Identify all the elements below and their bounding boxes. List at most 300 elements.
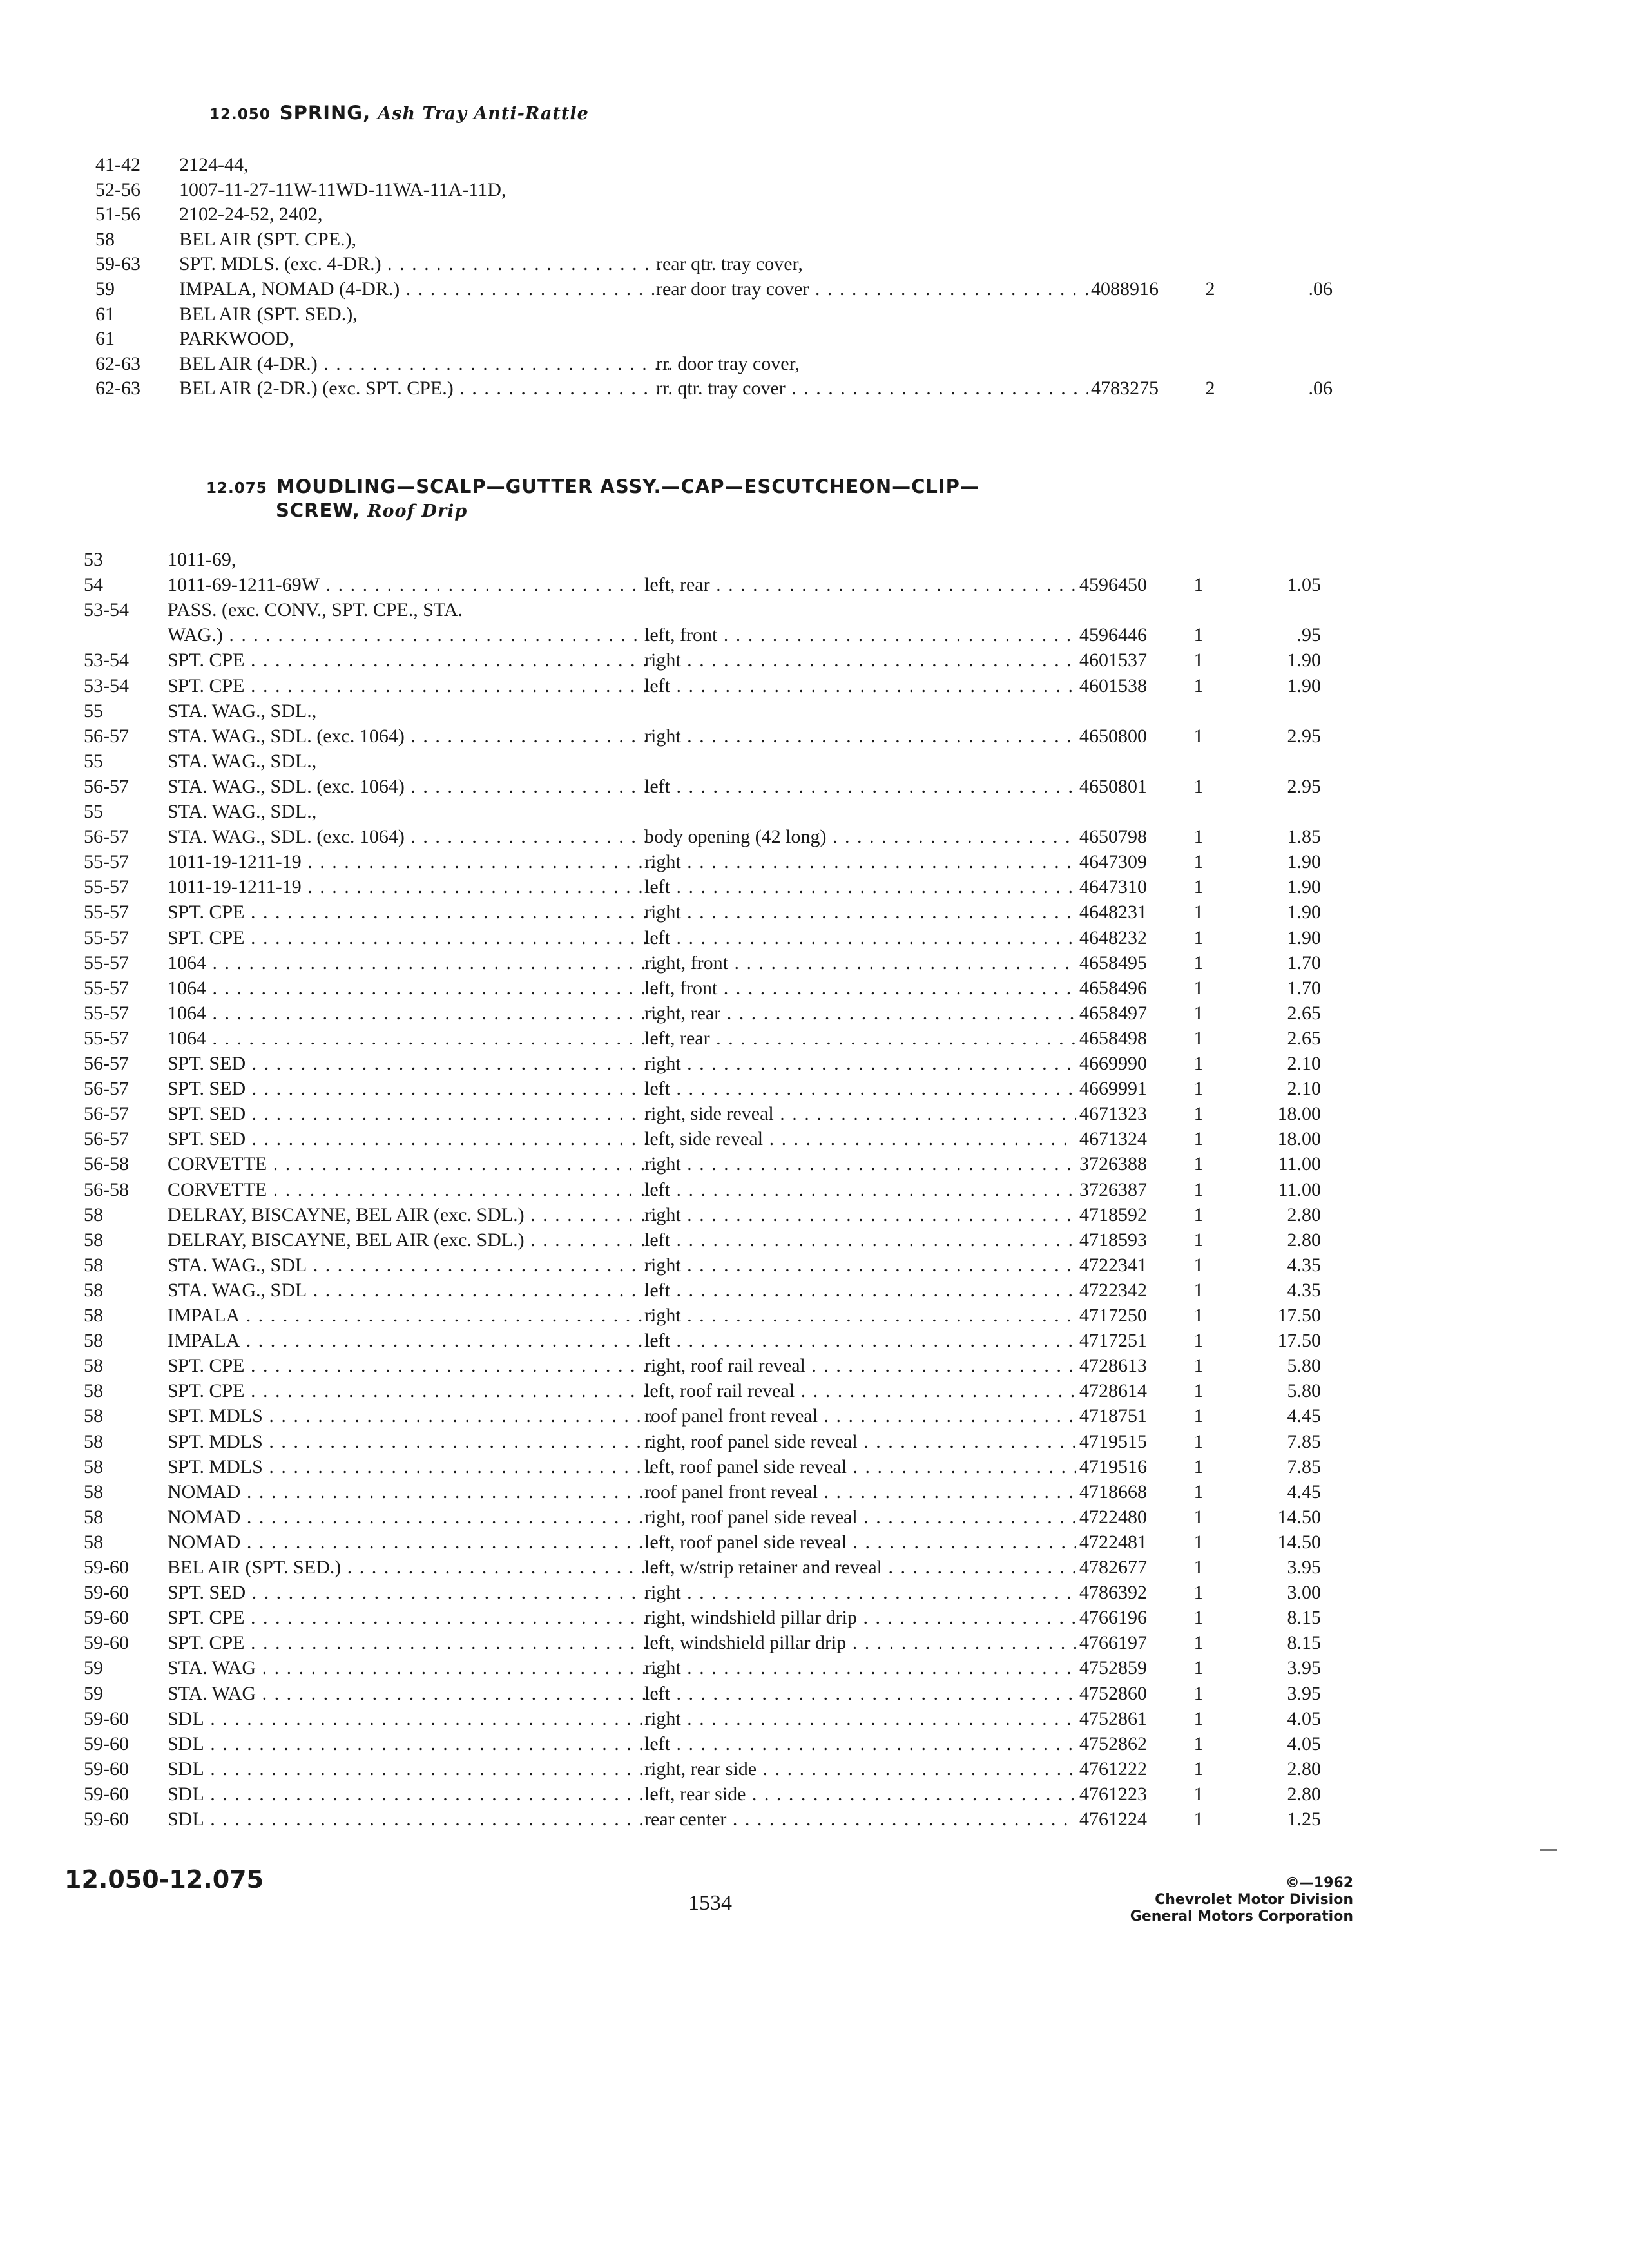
price-cell: 1.25	[1287, 1809, 1321, 1830]
description-cell: left, front . . .	[644, 623, 1076, 648]
quantity-cell: 1	[1193, 1582, 1204, 1604]
quantity-cell: 1	[1193, 649, 1204, 671]
description-cell: left, w/strip retainer and reveal . . .	[644, 1555, 1076, 1580]
year-cell: 55-57	[84, 851, 129, 873]
section-title: MOUDLING—SCALP—GUTTER ASSY.—CAP—ESCUTCHEON—CLIP—	[276, 476, 979, 497]
corporation-name: General Motors Corporation	[1130, 1908, 1353, 1925]
part-number-cell: 4718592	[1079, 1204, 1147, 1225]
model-cell: 1011-19-1211-19 . . .	[168, 875, 657, 899]
description-cell: body opening (42 long) . . .	[644, 825, 1076, 849]
description-cell: rr. door tray cover,	[656, 352, 800, 374]
description-cell: left, windshield pillar drip . . .	[644, 1631, 1076, 1655]
year-cell: 41-42	[95, 154, 140, 175]
quantity-cell: 1	[1193, 851, 1204, 873]
year-cell: 62-63	[95, 352, 140, 374]
quantity-cell: 1	[1193, 1103, 1204, 1125]
part-number-cell: 4766197	[1079, 1632, 1147, 1654]
part-number-cell: 4601537	[1079, 649, 1147, 671]
model-cell: SDL . . .	[168, 1707, 657, 1731]
description-cell: left, rear . . .	[644, 573, 1076, 597]
quantity-cell: 1	[1193, 1254, 1204, 1276]
price-cell: 1.05	[1287, 574, 1321, 596]
description-cell: left . . .	[644, 875, 1076, 899]
model-cell: SPT. CPE . . .	[168, 926, 657, 950]
part-number-cell: 4647309	[1079, 851, 1147, 873]
year-cell: 59	[95, 278, 115, 300]
part-number-cell: 4088916	[1091, 278, 1159, 300]
quantity-cell: 1	[1193, 1078, 1204, 1100]
description-cell: right, windshield pillar drip . . .	[644, 1606, 1076, 1630]
section-heading-12075-line2	[276, 499, 467, 521]
part-number-cell: 4783275	[1091, 378, 1159, 399]
model-cell: BEL AIR (2-DR.) (exc. SPT. CPE.) . . .	[179, 376, 669, 401]
model-cell: 1064 . . .	[168, 951, 657, 975]
price-cell: 3.00	[1287, 1582, 1321, 1604]
year-cell: 59	[84, 1682, 103, 1704]
model-cell: SPT. CPE . . .	[168, 900, 657, 925]
year-cell: 53-54	[84, 649, 129, 671]
part-number-cell: 4650798	[1079, 826, 1147, 848]
price-cell: 14.50	[1277, 1506, 1321, 1528]
quantity-cell: 1	[1193, 675, 1204, 697]
model-cell: 1064 . . .	[168, 1026, 657, 1051]
price-cell: 14.50	[1277, 1531, 1321, 1553]
model-cell: SPT. SED . . .	[168, 1077, 657, 1101]
model-cell: NOMAD . . .	[168, 1480, 657, 1504]
model-cell: 1011-19-1211-19 . . .	[168, 850, 657, 874]
model-cell: SPT. MDLS . . .	[168, 1455, 657, 1479]
description-cell: right . . .	[644, 1052, 1076, 1076]
page-number: 1534	[688, 1891, 732, 1915]
quantity-cell: 1	[1193, 1456, 1204, 1477]
part-number-cell: 4761223	[1079, 1783, 1147, 1805]
description-cell: right . . .	[644, 1253, 1076, 1278]
quantity-cell: 1	[1193, 1178, 1204, 1200]
year-cell: 51-56	[95, 204, 140, 226]
section-title: SPRING,	[279, 102, 371, 124]
description-cell: right, side reveal . . .	[644, 1102, 1076, 1126]
price-cell: 2.80	[1287, 1783, 1321, 1805]
price-cell: 7.85	[1287, 1430, 1321, 1452]
part-number-cell: 4752862	[1079, 1733, 1147, 1754]
year-cell: 58	[84, 1481, 103, 1503]
quantity-cell: 1	[1193, 1783, 1204, 1805]
model-cell: SPT. CPE . . .	[168, 1606, 657, 1630]
price-cell: 3.95	[1287, 1682, 1321, 1704]
model-cell: SDL . . .	[168, 1732, 657, 1756]
model-cell: PASS. (exc. CONV., SPT. CPE., STA.	[168, 599, 463, 621]
part-number-cell: 4650801	[1079, 775, 1147, 797]
quantity-cell: 1	[1193, 1355, 1204, 1377]
year-cell: 56-58	[84, 1178, 129, 1200]
quantity-cell: 1	[1193, 1632, 1204, 1654]
part-number-cell: 4719516	[1079, 1456, 1147, 1477]
description-cell: right, front . . .	[644, 951, 1076, 975]
quantity-cell: 1	[1193, 1758, 1204, 1780]
model-cell: BEL AIR (SPT. CPE.),	[179, 228, 357, 250]
price-cell: 18.00	[1277, 1128, 1321, 1150]
description-cell: left, rear . . .	[644, 1026, 1076, 1051]
section-heading-12050	[209, 102, 589, 124]
model-cell: 1007-11-27-11W-11WD-11WA-11A-11D,	[179, 178, 506, 200]
year-cell: 58	[84, 1305, 103, 1326]
description-cell: right, roof rail reveal . . .	[644, 1354, 1076, 1378]
price-cell: 2.65	[1287, 1002, 1321, 1024]
price-cell: 4.35	[1287, 1254, 1321, 1276]
price-cell: 1.90	[1287, 901, 1321, 923]
year-cell: 56-57	[84, 725, 129, 747]
part-number-cell: 4728613	[1079, 1355, 1147, 1377]
model-cell: STA. WAG., SDL.,	[168, 801, 317, 822]
quantity-cell: 1	[1193, 1531, 1204, 1553]
year-cell: 58	[84, 1279, 103, 1301]
section-code: 12.075	[206, 480, 267, 497]
year-cell: 58	[84, 1456, 103, 1477]
year-cell: 53-54	[84, 599, 129, 621]
model-cell: SDL . . .	[168, 1807, 657, 1832]
quantity-cell: 1	[1193, 1607, 1204, 1629]
part-number-cell: 4717251	[1079, 1330, 1147, 1352]
part-number-cell: 4648232	[1079, 927, 1147, 948]
part-number-cell: 4761222	[1079, 1758, 1147, 1780]
model-cell: STA. WAG., SDL. (exc. 1064) . . .	[168, 724, 657, 749]
model-cell: 1064 . . .	[168, 976, 657, 1001]
part-number-cell: 4722342	[1079, 1279, 1147, 1301]
year-cell: 58	[84, 1506, 103, 1528]
quantity-cell: 1	[1193, 574, 1204, 596]
model-cell: 1011-69-1211-69W . . .	[168, 573, 657, 597]
price-cell: 1.90	[1287, 675, 1321, 697]
copyright-block	[1130, 1875, 1353, 1925]
quantity-cell: 1	[1193, 927, 1204, 948]
description-cell: right, roof panel side reveal . . .	[644, 1505, 1076, 1530]
quantity-cell: 1	[1193, 826, 1204, 848]
model-cell: STA. WAG., SDL . . .	[168, 1278, 657, 1303]
quantity-cell: 1	[1193, 1002, 1204, 1024]
model-cell: IMPALA . . .	[168, 1303, 657, 1328]
quantity-cell: 1	[1193, 1305, 1204, 1326]
quantity-cell: 1	[1193, 1330, 1204, 1352]
price-cell: 4.35	[1287, 1279, 1321, 1301]
price-cell: 17.50	[1277, 1330, 1321, 1352]
section-subtitle: Ash Tray Anti-Rattle	[378, 104, 589, 124]
year-cell: 58	[84, 1531, 103, 1553]
model-cell: NOMAD . . .	[168, 1505, 657, 1530]
model-cell: STA. WAG., SDL. (exc. 1064) . . .	[168, 774, 657, 799]
year-cell: 59-60	[84, 1733, 129, 1754]
price-cell: 1.70	[1287, 977, 1321, 999]
model-cell: STA. WAG., SDL . . .	[168, 1253, 657, 1278]
description-cell: left . . .	[644, 1228, 1076, 1253]
part-number-cell: 3726388	[1079, 1153, 1147, 1175]
description-cell: right . . .	[644, 724, 1076, 749]
quantity-cell: 1	[1193, 1682, 1204, 1704]
model-cell: WAG.) . . .	[168, 623, 657, 648]
description-cell: left . . .	[644, 926, 1076, 950]
part-number-cell: 4669990	[1079, 1053, 1147, 1074]
year-cell: 56-57	[84, 1128, 129, 1150]
year-cell: 56-57	[84, 1053, 129, 1074]
year-cell: 59-60	[84, 1758, 129, 1780]
part-number-cell: 4752859	[1079, 1657, 1147, 1679]
model-cell: SPT. SED . . .	[168, 1127, 657, 1151]
price-cell: 2.80	[1287, 1204, 1321, 1225]
part-number-cell: 4722480	[1079, 1506, 1147, 1528]
description-cell: rear qtr. tray cover,	[656, 253, 803, 275]
section-subtitle: Roof Drip	[367, 501, 468, 521]
year-cell: 58	[84, 1254, 103, 1276]
price-cell: .06	[1308, 278, 1333, 300]
model-cell: CORVETTE . . .	[168, 1152, 657, 1177]
model-cell: SPT. SED . . .	[168, 1102, 657, 1126]
description-cell: left . . .	[644, 1329, 1076, 1353]
description-cell: right . . .	[644, 648, 1076, 673]
year-cell: 61	[95, 303, 115, 325]
model-cell: 1011-69,	[168, 549, 236, 570]
price-cell: .06	[1308, 378, 1333, 399]
quantity-cell: 1	[1193, 901, 1204, 923]
year-cell: 55-57	[84, 876, 129, 898]
year-cell: 53-54	[84, 675, 129, 697]
description-cell: left . . .	[644, 674, 1076, 698]
model-cell: BEL AIR (SPT. SED.) . . .	[168, 1555, 657, 1580]
part-number-cell: 4717250	[1079, 1305, 1147, 1326]
model-cell: SPT. CPE . . .	[168, 1354, 657, 1378]
model-cell: SDL . . .	[168, 1782, 657, 1807]
model-cell: STA. WAG., SDL. (exc. 1064) . . .	[168, 825, 657, 849]
division-name: Chevrolet Motor Division	[1155, 1892, 1353, 1908]
model-cell: IMPALA . . .	[168, 1329, 657, 1353]
model-cell: IMPALA, NOMAD (4-DR.) . . .	[179, 277, 669, 302]
year-cell: 55-57	[84, 1002, 129, 1024]
year-cell: 52-56	[95, 178, 140, 200]
price-cell: 4.45	[1287, 1481, 1321, 1503]
quantity-cell: 1	[1193, 725, 1204, 747]
description-cell: left . . .	[644, 774, 1076, 799]
year-cell: 58	[84, 1330, 103, 1352]
scan-speck	[1540, 1849, 1557, 1851]
part-number-cell: 4786392	[1079, 1582, 1147, 1604]
year-cell: 53	[84, 549, 103, 570]
copyright-year: ©—1962	[1285, 1875, 1353, 1891]
quantity-cell: 1	[1193, 977, 1204, 999]
price-cell: 8.15	[1287, 1607, 1321, 1629]
price-cell: 4.05	[1287, 1707, 1321, 1729]
price-cell: 5.80	[1287, 1380, 1321, 1402]
year-cell: 58	[84, 1430, 103, 1452]
description-cell: left, roof rail reveal . . .	[644, 1379, 1076, 1403]
year-cell: 56-58	[84, 1153, 129, 1175]
quantity-cell: 1	[1193, 1128, 1204, 1150]
part-number-cell: 3726387	[1079, 1178, 1147, 1200]
part-number-cell: 4658495	[1079, 952, 1147, 974]
price-cell: 2.95	[1287, 725, 1321, 747]
price-cell: .95	[1296, 624, 1321, 646]
section-range: 12.050-12.075	[64, 1865, 264, 1894]
quantity-cell: 1	[1193, 1153, 1204, 1175]
year-cell: 59	[84, 1657, 103, 1679]
model-cell: CORVETTE . . .	[168, 1178, 657, 1202]
description-cell: right . . .	[644, 1152, 1076, 1177]
description-cell: roof panel front reveal . . .	[644, 1480, 1076, 1504]
part-number-cell: 4752861	[1079, 1707, 1147, 1729]
model-cell: PARKWOOD,	[179, 328, 294, 350]
year-cell: 59-60	[84, 1607, 129, 1629]
description-cell: left . . .	[644, 1077, 1076, 1101]
part-number-cell: 4601538	[1079, 675, 1147, 697]
year-cell: 59-60	[84, 1632, 129, 1654]
year-cell: 58	[84, 1229, 103, 1251]
quantity-cell: 1	[1193, 1557, 1204, 1578]
description-cell: right, roof panel side reveal . . .	[644, 1430, 1076, 1454]
year-cell: 56-57	[84, 826, 129, 848]
description-cell: left, front . . .	[644, 976, 1076, 1001]
model-cell: 1064 . . .	[168, 1001, 657, 1026]
model-cell: SPT. CPE . . .	[168, 1379, 657, 1403]
description-cell: left . . .	[644, 1682, 1076, 1706]
model-cell: SDL . . .	[168, 1757, 657, 1782]
price-cell: 1.90	[1287, 876, 1321, 898]
description-cell: left . . .	[644, 1178, 1076, 1202]
year-cell: 59-60	[84, 1707, 129, 1729]
price-cell: 1.90	[1287, 649, 1321, 671]
year-cell: 55	[84, 801, 103, 822]
price-cell: 2.95	[1287, 775, 1321, 797]
quantity-cell: 1	[1193, 1380, 1204, 1402]
part-number-cell: 4722481	[1079, 1531, 1147, 1553]
description-cell: right . . .	[644, 900, 1076, 925]
quantity-cell: 1	[1193, 775, 1204, 797]
part-number-cell: 4671323	[1079, 1103, 1147, 1125]
description-cell: rear door tray cover . . .	[656, 277, 1088, 302]
price-cell: 3.95	[1287, 1657, 1321, 1679]
year-cell: 56-57	[84, 775, 129, 797]
part-number-cell: 4719515	[1079, 1430, 1147, 1452]
price-cell: 3.95	[1287, 1557, 1321, 1578]
year-cell: 58	[84, 1355, 103, 1377]
part-number-cell: 4658497	[1079, 1002, 1147, 1024]
description-cell: right . . .	[644, 1303, 1076, 1328]
year-cell: 61	[95, 328, 115, 350]
quantity-cell: 1	[1193, 1809, 1204, 1830]
price-cell: 7.85	[1287, 1456, 1321, 1477]
part-number-cell: 4658496	[1079, 977, 1147, 999]
model-cell: BEL AIR (4-DR.) . . .	[179, 352, 669, 376]
year-cell: 58	[84, 1405, 103, 1427]
quantity-cell: 1	[1193, 1733, 1204, 1754]
price-cell: 5.80	[1287, 1355, 1321, 1377]
description-cell: left . . .	[644, 1732, 1076, 1756]
year-cell: 59-60	[84, 1809, 129, 1830]
part-number-cell: 4596450	[1079, 574, 1147, 596]
price-cell: 4.05	[1287, 1733, 1321, 1754]
description-cell: right . . .	[644, 1707, 1076, 1731]
description-cell: right . . .	[644, 1203, 1076, 1227]
part-number-cell: 4718668	[1079, 1481, 1147, 1503]
model-cell: SPT. SED . . .	[168, 1581, 657, 1605]
year-cell: 62-63	[95, 378, 140, 399]
quantity-cell: 1	[1193, 1405, 1204, 1427]
part-number-cell: 4671324	[1079, 1128, 1147, 1150]
description-cell: right, rear . . .	[644, 1001, 1076, 1026]
year-cell: 58	[84, 1204, 103, 1225]
year-cell: 55-57	[84, 1027, 129, 1049]
price-cell: 2.65	[1287, 1027, 1321, 1049]
model-cell: SPT. MDLS. (exc. 4-DR.) . . .	[179, 252, 669, 276]
description-cell: right . . .	[644, 1656, 1076, 1680]
part-number-cell: 4718751	[1079, 1405, 1147, 1427]
part-number-cell: 4728614	[1079, 1380, 1147, 1402]
price-cell: 4.45	[1287, 1405, 1321, 1427]
quantity-cell: 2	[1205, 378, 1215, 399]
price-cell: 2.10	[1287, 1053, 1321, 1074]
model-cell: DELRAY, BISCAYNE, BEL AIR (exc. SDL.) . . .	[168, 1228, 657, 1253]
price-cell: 11.00	[1278, 1153, 1321, 1175]
year-cell: 55-57	[84, 927, 129, 948]
part-number-cell: 4647310	[1079, 876, 1147, 898]
part-number-cell: 4669991	[1079, 1078, 1147, 1100]
year-cell: 56-57	[84, 1103, 129, 1125]
part-number-cell: 4648231	[1079, 901, 1147, 923]
description-cell: rear center . . .	[644, 1807, 1076, 1832]
part-number-cell: 4752860	[1079, 1682, 1147, 1704]
model-cell: SPT. CPE . . .	[168, 1631, 657, 1655]
quantity-cell: 1	[1193, 1204, 1204, 1225]
quantity-cell: 2	[1205, 278, 1215, 300]
section-title-line2: SCREW,	[276, 499, 360, 521]
description-cell: left, side reveal . . .	[644, 1127, 1076, 1151]
quantity-cell: 1	[1193, 1506, 1204, 1528]
quantity-cell: 1	[1193, 876, 1204, 898]
year-cell: 54	[84, 574, 103, 596]
part-number-cell: 4761224	[1079, 1809, 1147, 1830]
year-cell: 55	[84, 750, 103, 772]
model-cell: 2124-44,	[179, 154, 249, 175]
section-heading-12075	[206, 476, 979, 497]
model-cell: SPT. CPE . . .	[168, 674, 657, 698]
year-cell: 55-57	[84, 901, 129, 923]
quantity-cell: 1	[1193, 952, 1204, 974]
model-cell: SPT. MDLS . . .	[168, 1404, 657, 1428]
description-cell: right, rear side . . .	[644, 1757, 1076, 1782]
year-cell: 59-60	[84, 1557, 129, 1578]
price-cell: 2.80	[1287, 1758, 1321, 1780]
part-number-cell: 4722341	[1079, 1254, 1147, 1276]
year-cell: 55-57	[84, 977, 129, 999]
year-cell: 59-60	[84, 1582, 129, 1604]
year-cell: 58	[95, 228, 115, 250]
year-cell: 59-63	[95, 253, 140, 275]
part-number-cell: 4782677	[1079, 1557, 1147, 1578]
price-cell: 1.70	[1287, 952, 1321, 974]
model-cell: STA. WAG . . .	[168, 1682, 657, 1706]
quantity-cell: 1	[1193, 1430, 1204, 1452]
part-number-cell: 4766196	[1079, 1607, 1147, 1629]
model-cell: DELRAY, BISCAYNE, BEL AIR (exc. SDL.) . . .	[168, 1203, 657, 1227]
year-cell: 55-57	[84, 952, 129, 974]
description-cell: left, roof panel side reveal . . .	[644, 1455, 1076, 1479]
price-cell: 1.90	[1287, 927, 1321, 948]
quantity-cell: 1	[1193, 1053, 1204, 1074]
model-cell: NOMAD . . .	[168, 1530, 657, 1555]
model-cell: SPT. SED . . .	[168, 1052, 657, 1076]
price-cell: 1.85	[1287, 826, 1321, 848]
part-number-cell: 4596446	[1079, 624, 1147, 646]
quantity-cell: 1	[1193, 1657, 1204, 1679]
description-cell: roof panel front reveal . . .	[644, 1404, 1076, 1428]
price-cell: 11.00	[1278, 1178, 1321, 1200]
price-cell: 8.15	[1287, 1632, 1321, 1654]
